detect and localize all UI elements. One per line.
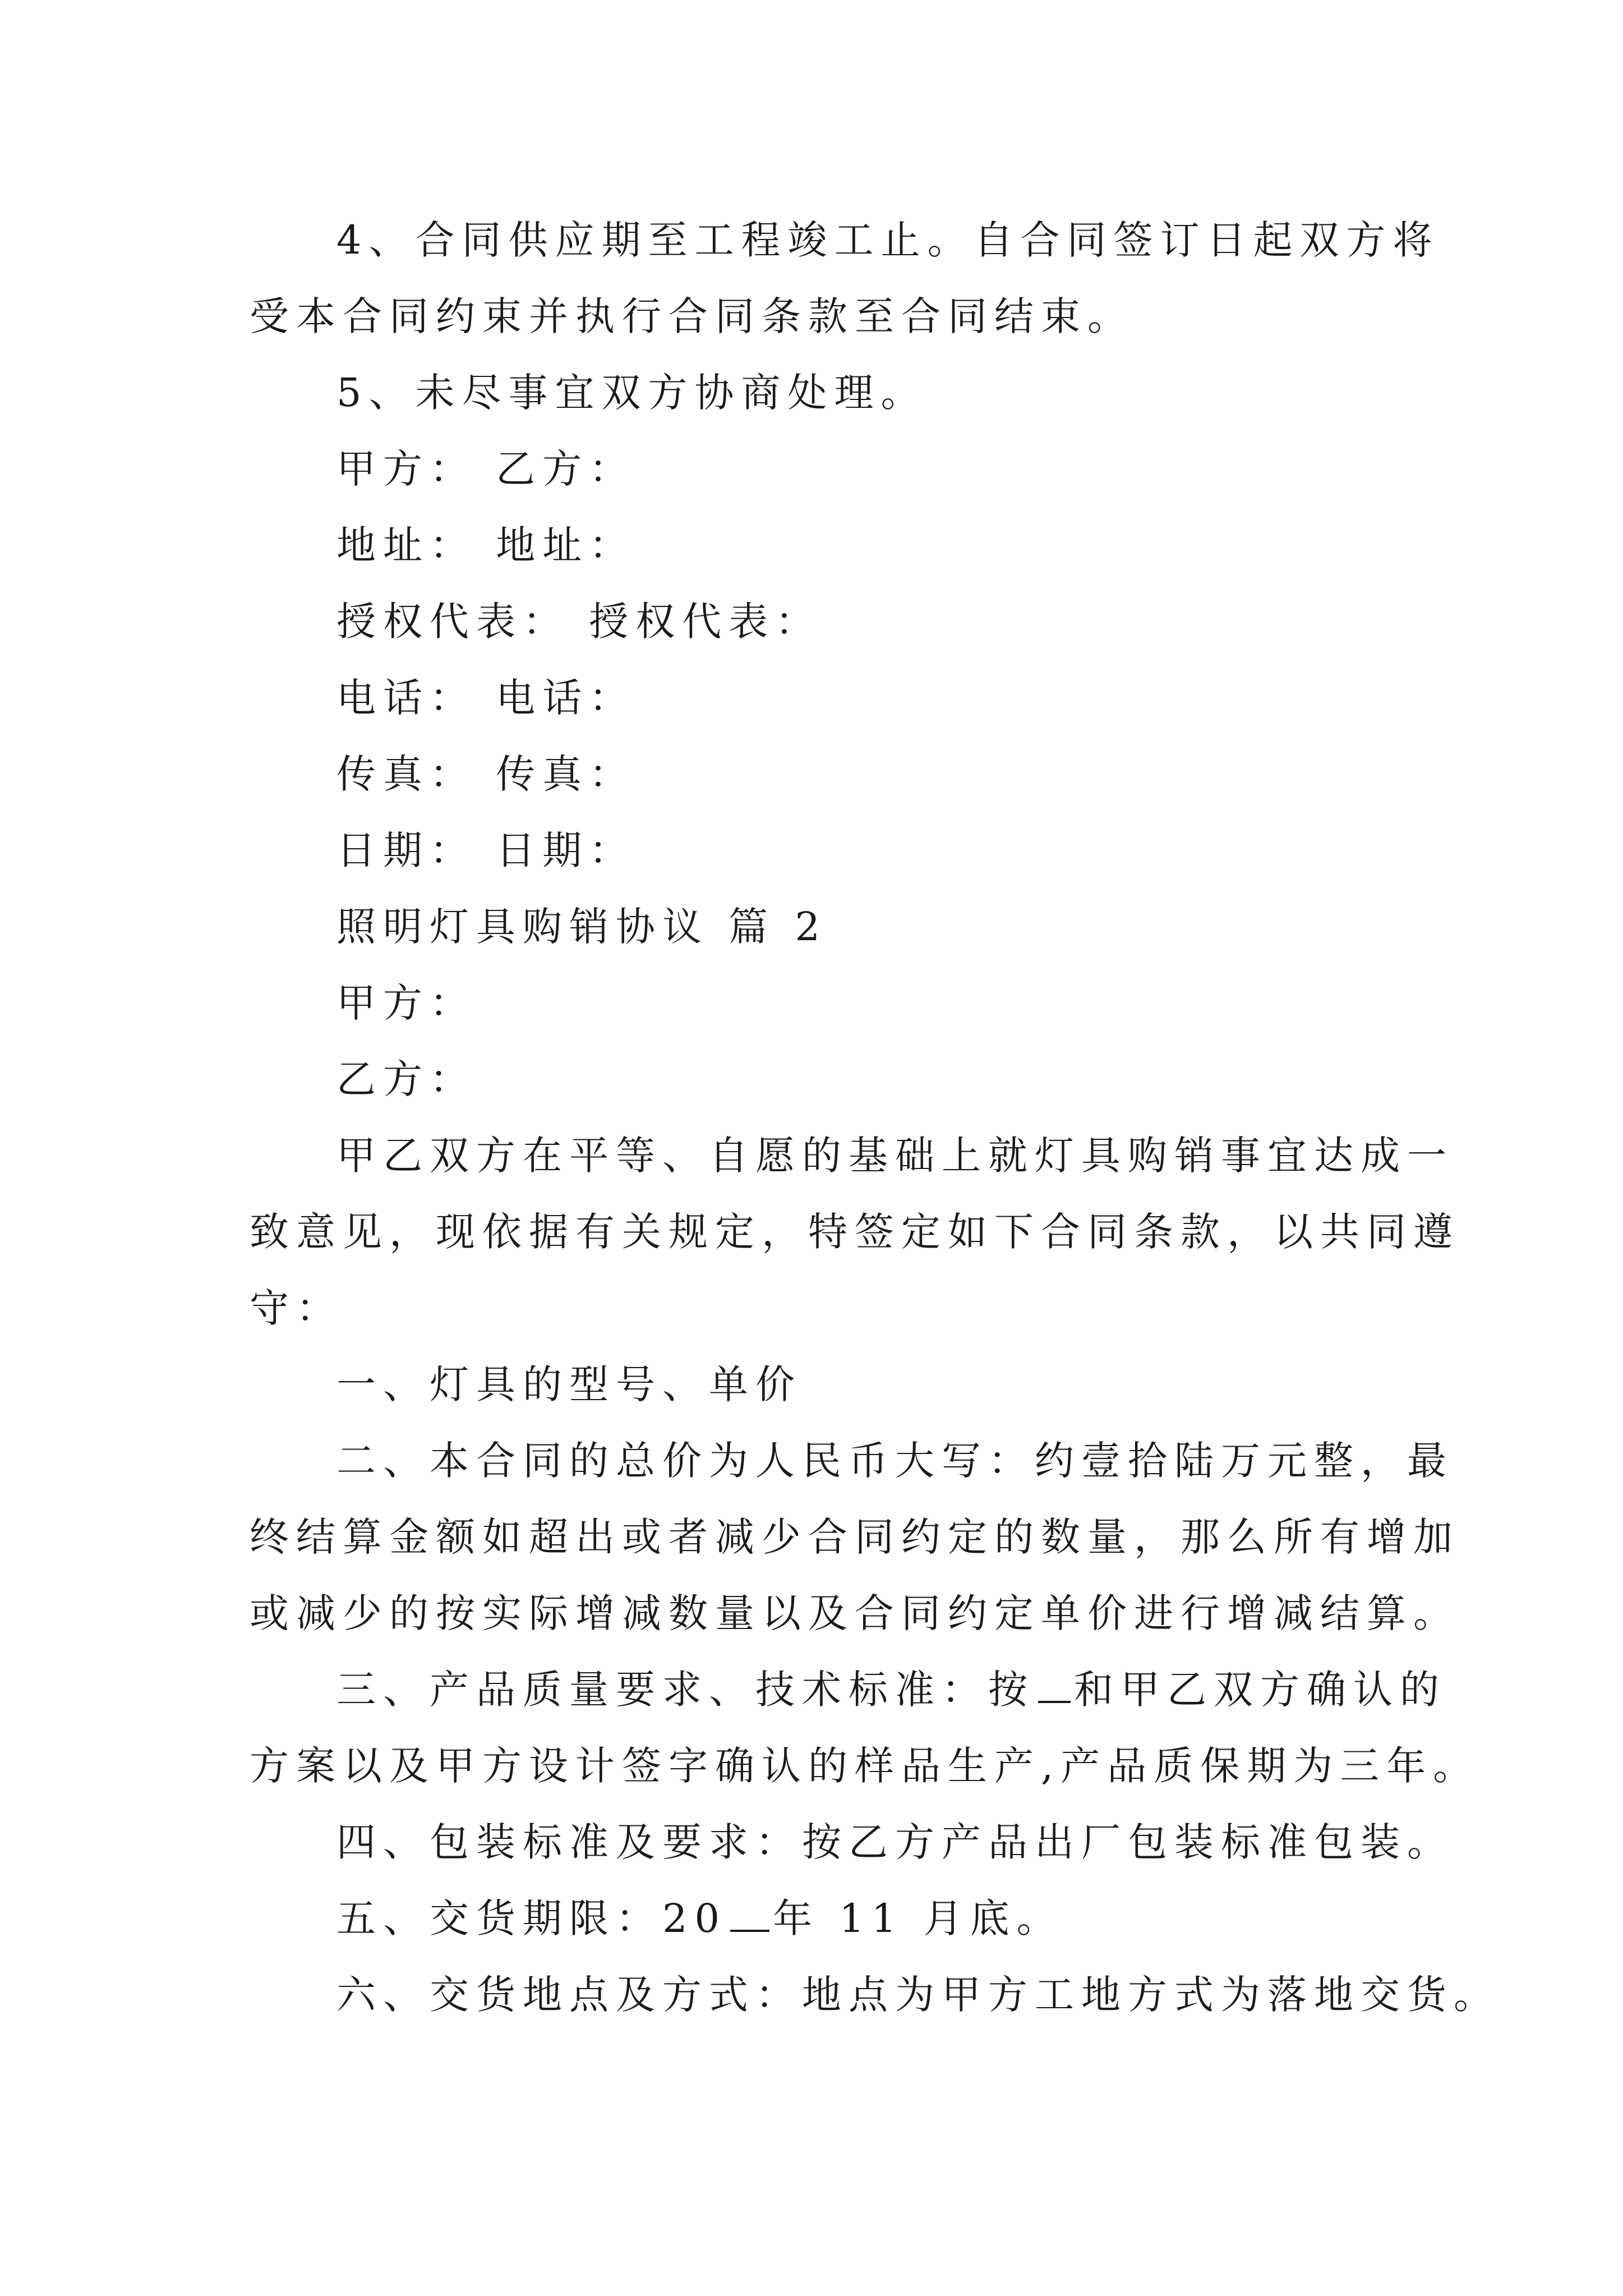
signature-party-row: 甲方： 乙方： [336, 446, 636, 492]
intro-line-2: 致意见，现依据有关规定，特签定如下合同条款，以共同遵 [250, 1209, 1460, 1255]
item-5 [250, 1880, 1399, 1957]
item-2-line-3: 或减少的按实际增减数量以及合同约定单价进行增减结算。 [250, 1590, 1460, 1636]
standard-blank [1038, 1668, 1071, 1703]
signature-address-row: 地址： 地址： [336, 522, 636, 568]
item-4: 四、包装标准及要求：按乙方产品出厂包装标准包装。 [336, 1819, 1454, 1865]
clause-4-line-1: 4、合同供应期至工程竣工止。自合同签订日起双方将 [336, 217, 1440, 263]
year-blank [730, 1897, 769, 1932]
signature-phone-row: 电话： 电话： [336, 675, 636, 721]
document-body [250, 202, 1500, 2033]
signature-representative-row: 授权代表： 授权代表： [336, 599, 822, 645]
item-1: 一、灯具的型号、单价 [336, 1361, 802, 1407]
item-3-text-before: 三、产品质量要求、技术标准：按 [336, 1667, 1035, 1713]
item-5-text-before: 五、交货期限：20 [336, 1895, 727, 1941]
party-a-label: 甲方： [336, 980, 476, 1026]
clause-4-line-2: 受本合同约束并执行合同条款至合同结束。 [250, 293, 1134, 339]
party-b-label: 乙方： [336, 1056, 476, 1102]
signature-date-row: 日期： 日期： [336, 827, 636, 873]
item-3-line-2: 方案以及甲方设计签字确认的样品生产,产品质保期为三年。 [250, 1743, 1480, 1789]
item-2-line-2: 终结算金额如超出或者减少合同约定的数量，那么所有增加 [250, 1514, 1460, 1560]
section-title: 照明灯具购销协议 篇 2 [336, 904, 828, 950]
item-5-text-after: 年 11 月底。 [773, 1895, 1063, 1941]
item-6: 六、交货地点及方式：地点为甲方工地方式为落地交货。 [336, 1972, 1500, 2018]
signature-fax-row: 传真： 传真： [336, 751, 636, 797]
item-3-text-after: 和甲乙双方确认的 [1074, 1667, 1446, 1713]
item-3-line-1 [250, 1651, 1446, 1728]
intro-line-3: 守： [250, 1285, 343, 1331]
clause-5: 5、未尽事宜双方协商处理。 [336, 370, 928, 416]
intro-line-1: 甲乙双方在平等、自愿的基础上就灯具购销事宜达成一 [336, 1133, 1454, 1179]
item-2-line-1: 二、本合同的总价为人民币大写：约壹拾陆万元整，最 [336, 1438, 1454, 1484]
